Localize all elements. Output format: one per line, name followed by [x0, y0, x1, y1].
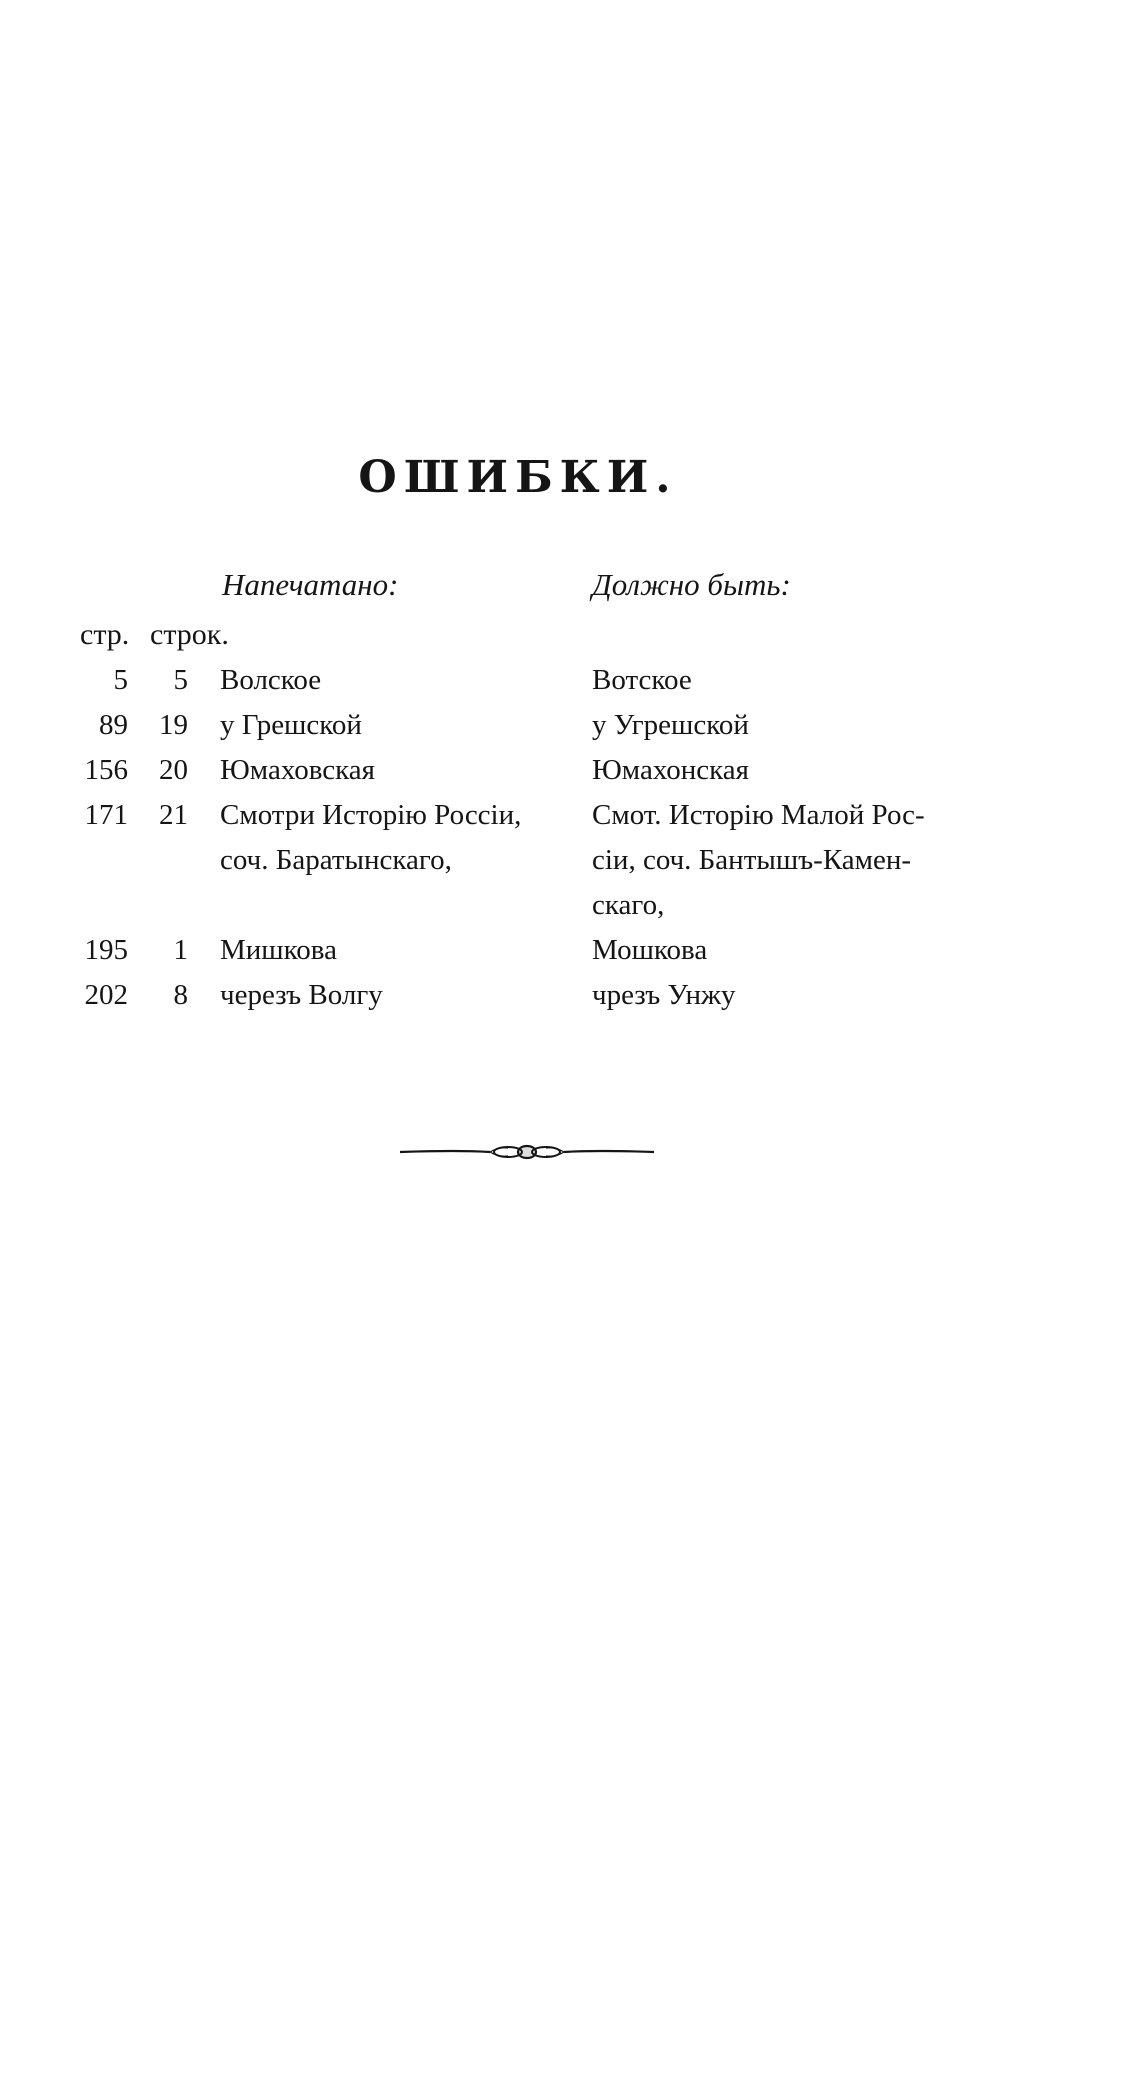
printed-text: Юмаховская — [220, 754, 375, 786]
printed-text: Смотри Исторію Россіи, соч. Баратынскаго, — [220, 799, 522, 876]
line-number: 19 — [159, 709, 188, 741]
line-number: 8 — [173, 979, 188, 1011]
correct-text: Смот. Исторію Малой Рос- сіи, соч. Бантышъ-Камен- скаго, — [592, 799, 925, 921]
errata-table — [0, 658, 1140, 1018]
page-number: 171 — [84, 799, 128, 831]
correct-text: у Угрешской — [592, 709, 749, 741]
page-number: 156 — [84, 754, 128, 786]
printed-text: Мишкова — [220, 934, 337, 966]
printed-text: Волское — [220, 664, 322, 696]
errata-row — [0, 973, 1140, 1018]
line-number: 20 — [159, 754, 188, 786]
correct-text: Вотское — [592, 664, 692, 696]
printed-text: черезъ Волгу — [220, 979, 383, 1011]
line-number: 5 — [173, 664, 188, 696]
should-be-column-header: Должно быть: — [592, 567, 791, 602]
page-number: 202 — [84, 979, 128, 1011]
printed-text: у Грешской — [220, 709, 362, 741]
line-column-label: строк. — [150, 618, 229, 651]
ornament-divider — [398, 1140, 656, 1164]
page-number: 195 — [84, 934, 128, 966]
errata-row — [0, 703, 1140, 748]
page-title: ОШИБКИ. — [358, 452, 678, 503]
page-number: 89 — [99, 709, 128, 741]
page-number: 5 — [113, 664, 128, 696]
errata-row — [0, 658, 1140, 703]
correct-text: Мошкова — [592, 934, 708, 966]
errata-row — [0, 793, 1140, 928]
correct-text: чрезъ Унжу — [592, 979, 736, 1011]
page-column-label: стр. — [80, 618, 130, 651]
errata-row — [0, 928, 1140, 973]
printed-column-header: Напечатано: — [222, 567, 399, 602]
line-number: 1 — [173, 934, 188, 966]
errata-row — [0, 748, 1140, 793]
correct-text: Юмахонская — [592, 754, 749, 786]
line-number: 21 — [159, 799, 188, 831]
